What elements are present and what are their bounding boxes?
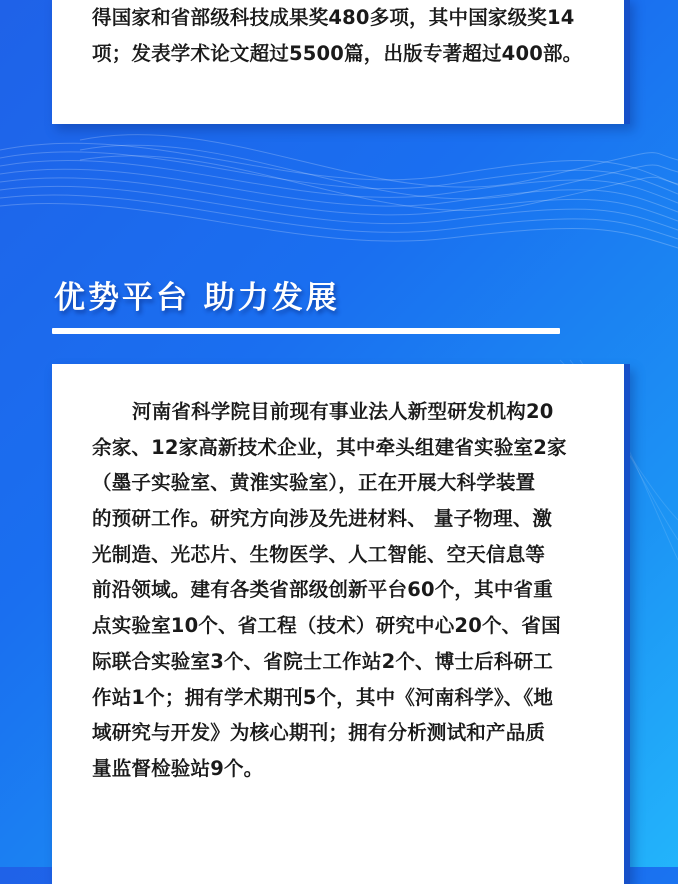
platform-line: 际联合实验室3个、省院士工作站2个、博士后科研工 bbox=[92, 649, 553, 673]
title-underline bbox=[52, 328, 560, 334]
platform-line: 河南省科学院目前现有事业法人新型研发机构20 bbox=[132, 400, 554, 423]
platform-line: 点实验室10个、省工程（技术）研究中心20个、省国 bbox=[92, 614, 561, 638]
platform-line: 量监督检验站9个。 bbox=[92, 756, 264, 780]
intro-text bbox=[92, 0, 594, 72]
platform-line: （墨子实验室、黄淮实验室），正在开展大科学装置 bbox=[92, 471, 536, 495]
platform-line: 余家、12家高新技术企业，其中牵头组建省实验室2家 bbox=[92, 435, 567, 459]
intro-line: 得国家和省部级科技成果奖480多项，其中国家级奖14 bbox=[92, 6, 575, 29]
platform-text bbox=[92, 394, 594, 787]
platform-card bbox=[52, 364, 630, 884]
platform-line: 作站1个；拥有学术期刊5个，其中《河南科学》、《地 bbox=[92, 685, 554, 709]
platform-line: 的预研工作。研究方向涉及先进材料、 量子物理、激 bbox=[92, 507, 553, 531]
platform-line: 前沿领域。建有各类省部级创新平台60个，其中省重 bbox=[92, 578, 553, 602]
intro-line: 项；发表学术论文超过5500篇，出版专著超过400部。 bbox=[92, 42, 583, 65]
intro-card bbox=[52, 0, 630, 124]
platform-line: 光制造、光芯片、生物医学、人工智能、空天信息等 bbox=[92, 542, 546, 566]
section-title: 优势平台 助力发展 bbox=[54, 280, 340, 316]
platform-line: 域研究与开发》为核心期刊；拥有分析测试和产品质 bbox=[92, 721, 546, 745]
